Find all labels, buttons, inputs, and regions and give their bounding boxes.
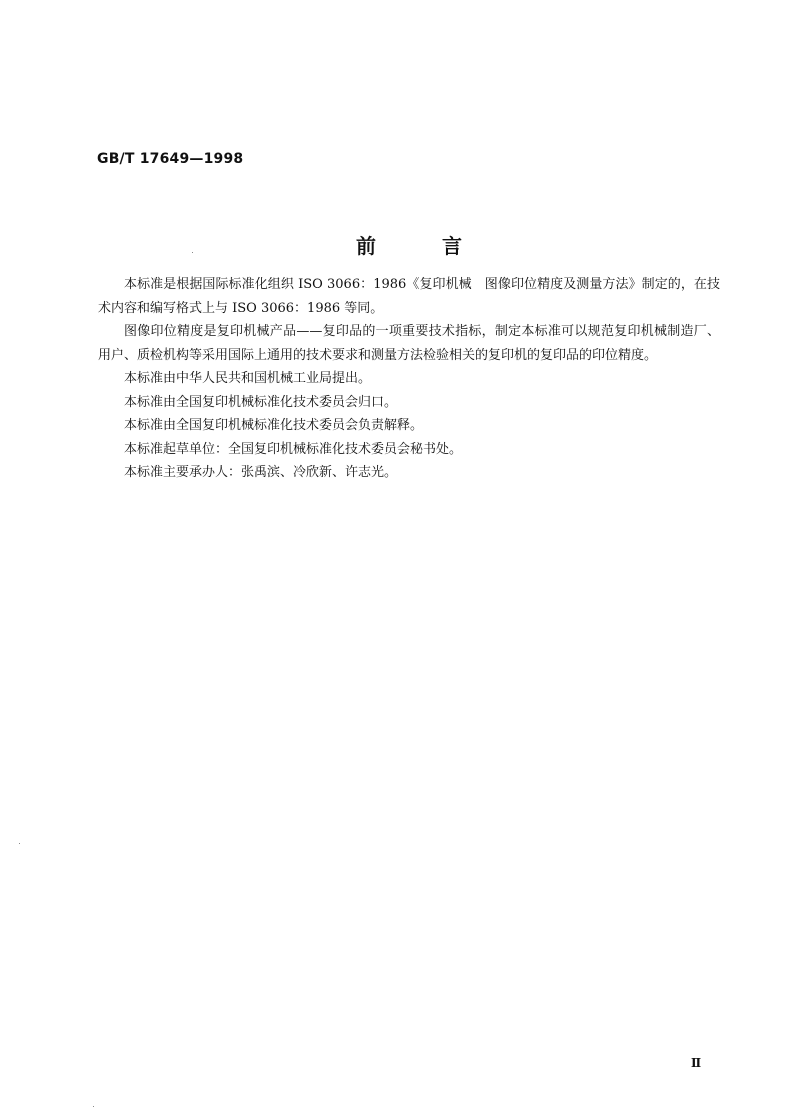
scan-speck bbox=[19, 843, 20, 844]
paragraph-drafting-unit: 本标准起草单位：全国复印机械标准化技术委员会秘书处。 bbox=[124, 441, 463, 457]
paragraph-adoption: 本标准是根据国际标准化组织 ISO 3066：1986《复印机械 图像印位精度及测量方法》制定的，在技术内容和编写格式上与 ISO 3066：1986 等同。 bbox=[98, 277, 720, 316]
paragraph-proposer: 本标准由中华人民共和国机械工业局提出。 bbox=[124, 371, 372, 386]
paragraph-administrator: 本标准由全国复印机械标准化技术委员会归口。 bbox=[124, 394, 398, 410]
paragraph-drafters: 本标准主要承办人：张禹滨、冷欣新、许志光。 bbox=[124, 465, 398, 480]
page-number: Ⅱ bbox=[691, 1056, 702, 1070]
paragraph-interpretation: 本标准由全国复印机械标准化技术委员会负责解释。 bbox=[124, 418, 424, 433]
standard-code: GB/T 17649—1998 bbox=[97, 151, 244, 167]
foreword-body bbox=[98, 273, 720, 485]
scan-speck bbox=[192, 252, 193, 253]
scan-speck bbox=[93, 1106, 94, 1107]
paragraph-purpose: 图像印位精度是复印机械产品——复印品的一项重要技术指标，制定本标准可以规范复印机械制造厂、用户、质检机构等采用国际上通用的技术要求和测量方法检验相关的复印机的复印品的印位精度。 bbox=[98, 324, 720, 363]
page-title: 前言 bbox=[356, 234, 528, 258]
